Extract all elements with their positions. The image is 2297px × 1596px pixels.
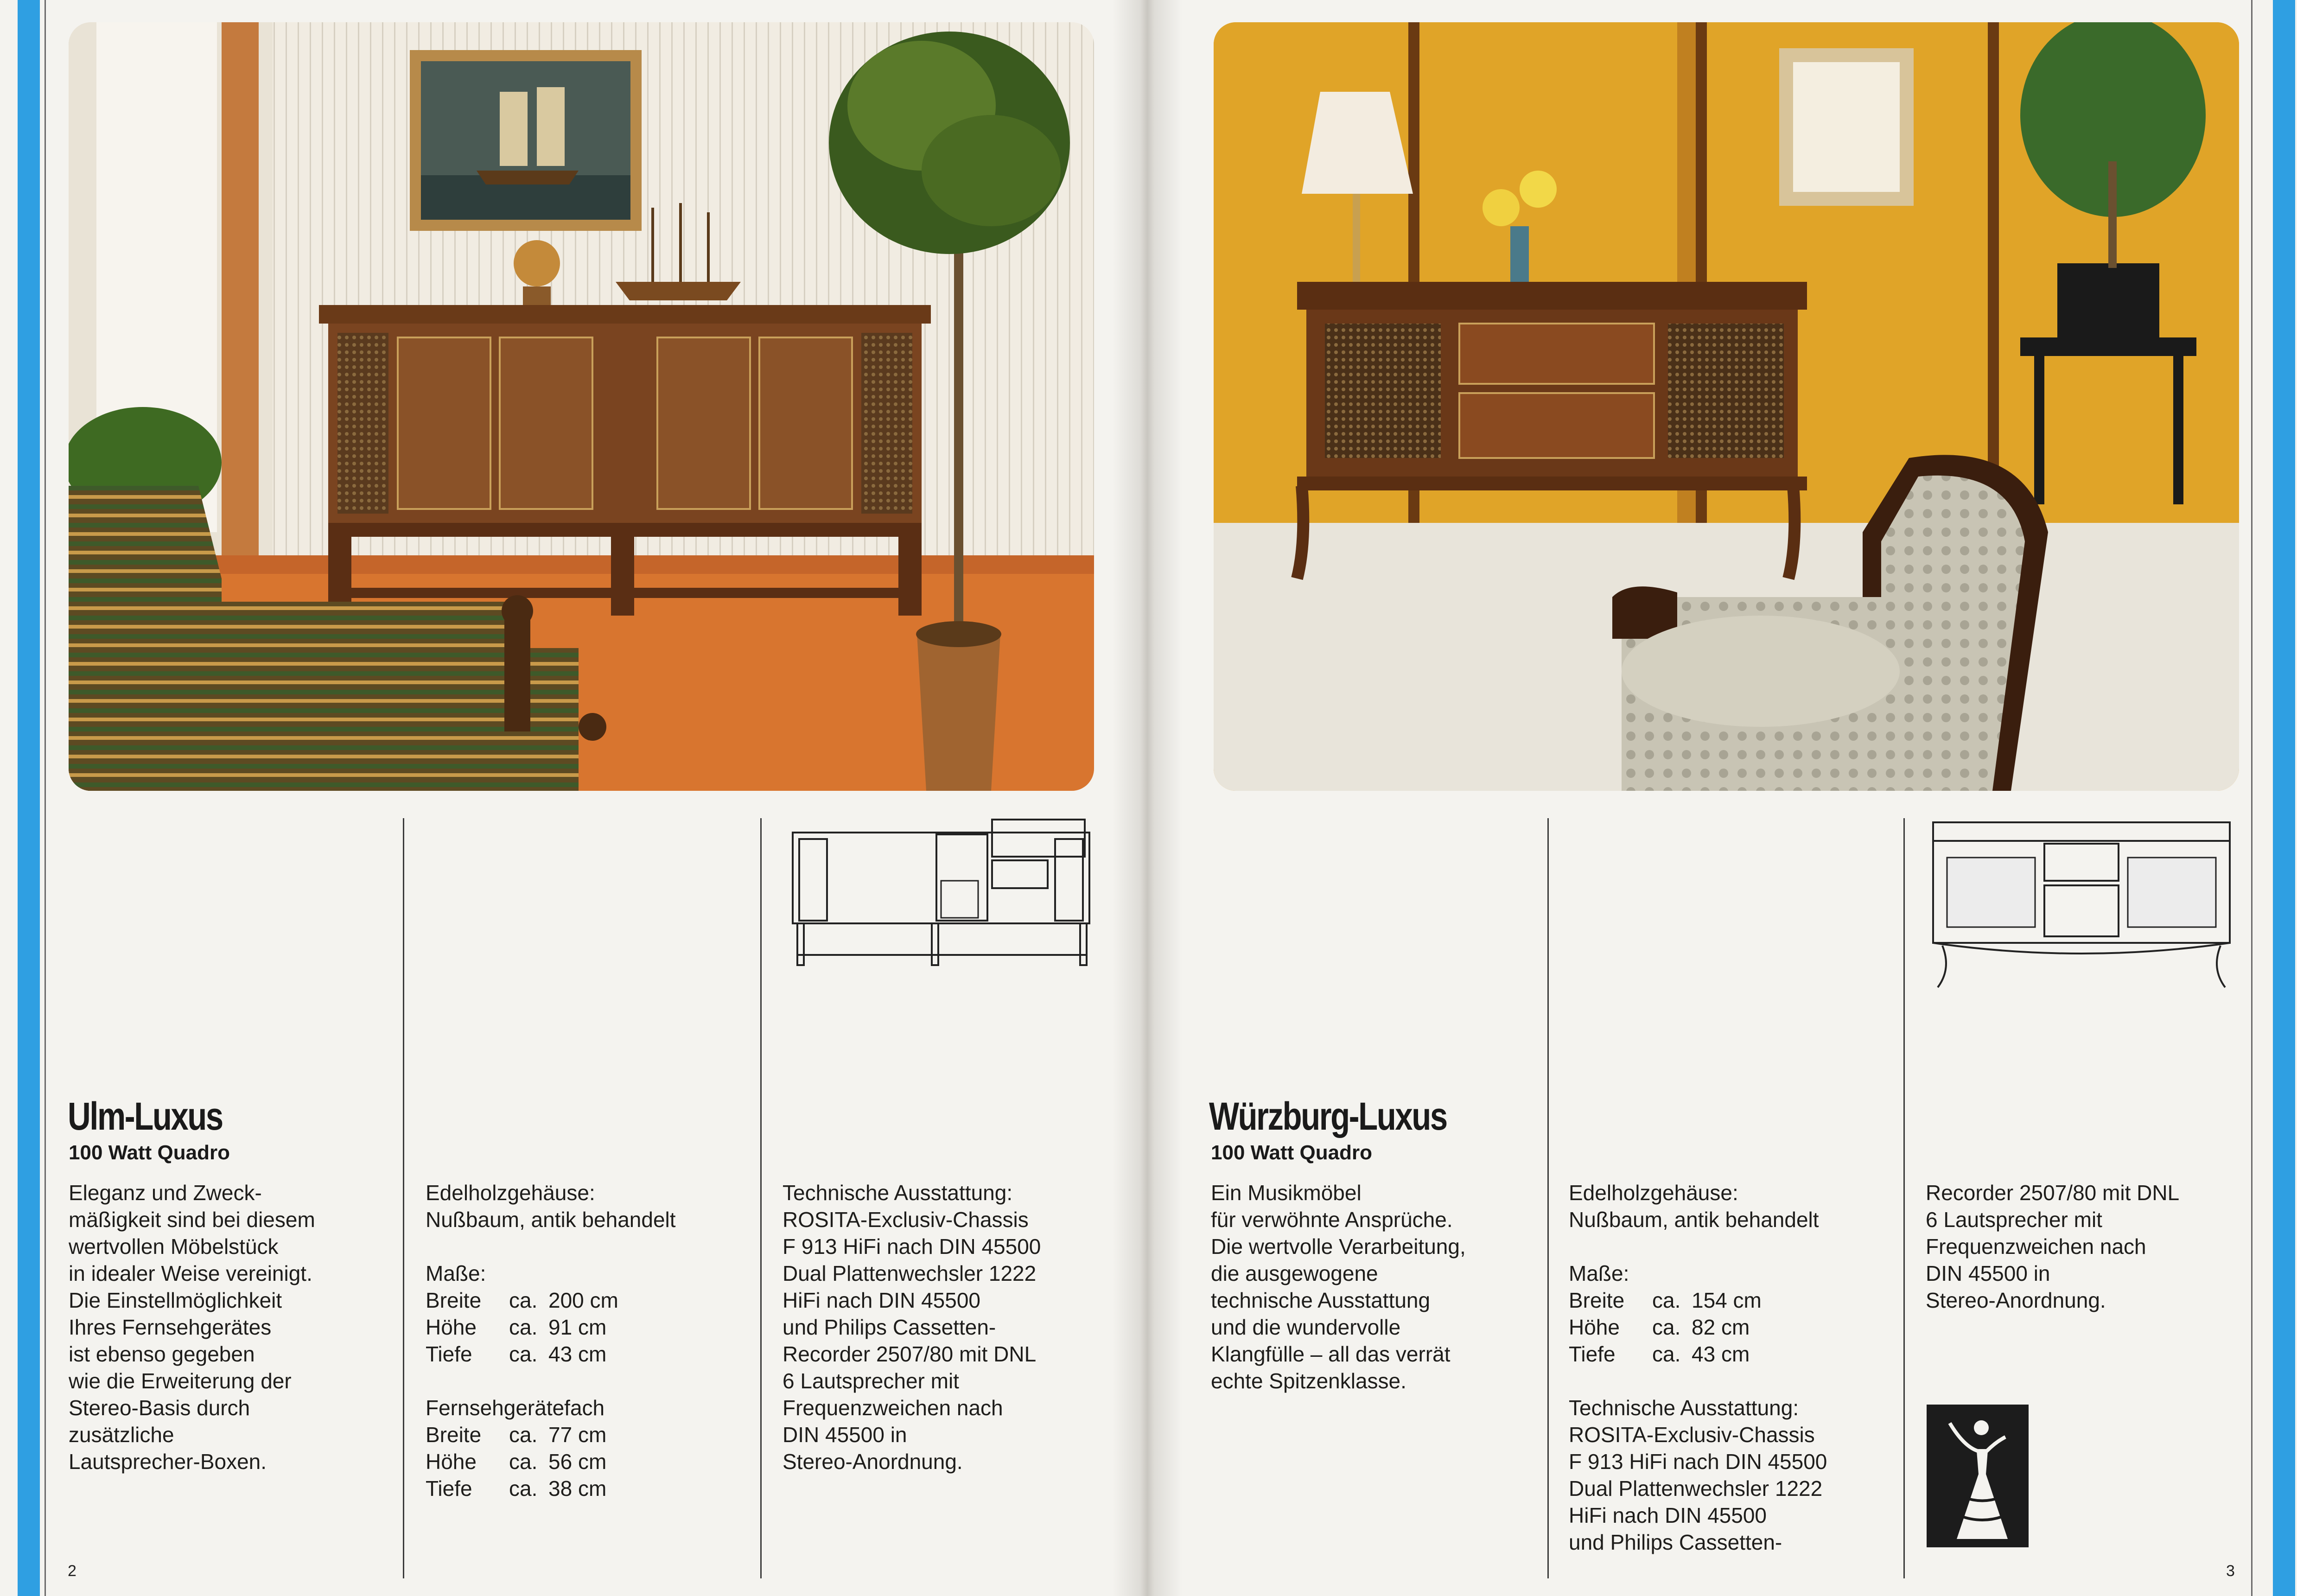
ulm-technical-equipment <box>783 1179 1041 1475</box>
column-divider <box>1547 818 1549 1578</box>
tech-line: ROSITA-Exclusiv-Chassis <box>1569 1423 1815 1447</box>
product-title-wuerzburg: Würzburg-Luxus <box>1209 1094 1447 1138</box>
tech-line: ROSITA-Exclusiv-Chassis <box>783 1208 1029 1232</box>
book-gutter <box>1113 0 1182 1596</box>
tech-line: und Philips Cassetten- <box>783 1315 996 1339</box>
tech-line: Recorder 2507/80 mit DNL <box>783 1342 1037 1366</box>
product-title-ulm: Ulm-Luxus <box>68 1094 223 1138</box>
tech-line: Dual Plattenwechsler 1222 <box>1569 1476 1823 1501</box>
dimension-row: Breite ca. 77 cm <box>426 1423 607 1447</box>
dimension-row: Tiefe ca. 43 cm <box>426 1342 607 1366</box>
tech-line: und Philips Cassetten- <box>1569 1530 1782 1554</box>
description-line: die ausgewogene <box>1211 1261 1378 1285</box>
ulm-luxus-line-drawing <box>788 816 1094 969</box>
description-line: wertvollen Möbelstück <box>69 1234 279 1259</box>
description-line: für verwöhnte Ansprüche. <box>1211 1208 1453 1232</box>
page-number-right: 3 <box>2226 1562 2235 1580</box>
dimension-row: Höhe ca. 82 cm <box>1569 1315 1750 1339</box>
tech-line: Stereo-Anordnung. <box>783 1450 963 1474</box>
tv-compartment-heading: Fernsehgerätefach <box>426 1396 605 1420</box>
description-line: echte Spitzenklasse. <box>1211 1369 1406 1393</box>
tech-line: Technische Ausstattung: <box>783 1181 1013 1205</box>
dimension-row: Breite ca. 200 cm <box>426 1288 618 1312</box>
page-number-left: 2 <box>68 1562 76 1580</box>
product-subtitle-ulm: 100 Watt Quadro <box>69 1141 230 1164</box>
description-line: in idealer Weise vereinigt. <box>69 1261 312 1285</box>
right-margin-line <box>2251 0 2252 1596</box>
description-line: Ihres Fernsehgerätes <box>69 1315 272 1339</box>
tech-line: Frequenzweichen nach <box>1926 1234 2146 1259</box>
cabinet-wood: Nußbaum, antik behandelt <box>1569 1208 1819 1232</box>
tech-line: F 913 HiFi nach DIN 45500 <box>1569 1450 1827 1474</box>
tech-line: DIN 45500 in <box>1926 1261 2050 1285</box>
wuerzburg-description <box>1211 1179 1466 1394</box>
wuerzburg-specs <box>1569 1179 1827 1556</box>
tech-line: 6 Lautsprecher mit <box>783 1369 959 1393</box>
description-line: Stereo-Basis durch <box>69 1396 250 1420</box>
cabinet-wood: Nußbaum, antik behandelt <box>426 1208 676 1232</box>
dancer-logo-icon <box>1927 1405 2029 1547</box>
description-line: Lautsprecher-Boxen. <box>69 1450 267 1474</box>
wuerzburg-luxus-line-drawing <box>1928 816 2234 992</box>
wuerzburg-luxus-photo <box>1214 22 2239 791</box>
column-divider <box>403 818 404 1578</box>
left-margin-line <box>45 0 46 1596</box>
dimension-row: Tiefe ca. 38 cm <box>426 1476 607 1501</box>
description-line: Ein Musikmöbel <box>1211 1181 1362 1205</box>
ulm-specs <box>426 1179 676 1502</box>
description-line: Die Einstellmöglichkeit <box>69 1288 282 1312</box>
tech-line: 6 Lautsprecher mit <box>1926 1208 2102 1232</box>
wuerzburg-technical-continued <box>1926 1179 2179 1314</box>
tech-line: F 913 HiFi nach DIN 45500 <box>783 1234 1041 1259</box>
tech-line: Frequenzweichen nach <box>783 1396 1003 1420</box>
description-line: mäßigkeit sind bei diesem <box>69 1208 315 1232</box>
description-line: Klangfülle – all das verrät <box>1211 1342 1451 1366</box>
tech-line: HiFi nach DIN 45500 <box>783 1288 980 1312</box>
description-line: ist ebenso gegeben <box>69 1342 255 1366</box>
tech-line: Recorder 2507/80 mit DNL <box>1926 1181 2180 1205</box>
dimensions-heading: Maße: <box>426 1261 486 1285</box>
tech-line: DIN 45500 in <box>783 1423 907 1447</box>
tech-line: Technische Ausstattung: <box>1569 1396 1799 1420</box>
cabinet-heading: Edelholzgehäuse: <box>1569 1181 1738 1205</box>
column-divider <box>1903 818 1905 1578</box>
description-line: wie die Erweiterung der <box>69 1369 292 1393</box>
ulm-luxus-photo <box>69 22 1094 791</box>
tech-line: Stereo-Anordnung. <box>1926 1288 2106 1312</box>
dimensions-heading: Maße: <box>1569 1261 1629 1285</box>
tech-line: Dual Plattenwechsler 1222 <box>783 1261 1037 1285</box>
dimension-row: Breite ca. 154 cm <box>1569 1288 1762 1312</box>
dimension-row: Höhe ca. 91 cm <box>426 1315 607 1339</box>
dimension-row: Höhe ca. 56 cm <box>426 1450 607 1474</box>
tech-line: HiFi nach DIN 45500 <box>1569 1503 1767 1527</box>
cabinet-heading: Edelholzgehäuse: <box>426 1181 595 1205</box>
left-edge-blue-strip <box>18 0 40 1596</box>
ulm-description <box>69 1179 315 1475</box>
right-edge-blue-strip <box>2273 0 2295 1596</box>
description-line: und die wundervolle <box>1211 1315 1401 1339</box>
dimension-row: Tiefe ca. 43 cm <box>1569 1342 1750 1366</box>
description-line: Die wertvolle Verarbeitung, <box>1211 1234 1466 1259</box>
description-line: Eleganz und Zweck- <box>69 1181 262 1205</box>
product-subtitle-wuerzburg: 100 Watt Quadro <box>1211 1141 1372 1164</box>
description-line: technische Ausstattung <box>1211 1288 1431 1312</box>
description-line: zusätzliche <box>69 1423 174 1447</box>
column-divider <box>760 818 762 1578</box>
